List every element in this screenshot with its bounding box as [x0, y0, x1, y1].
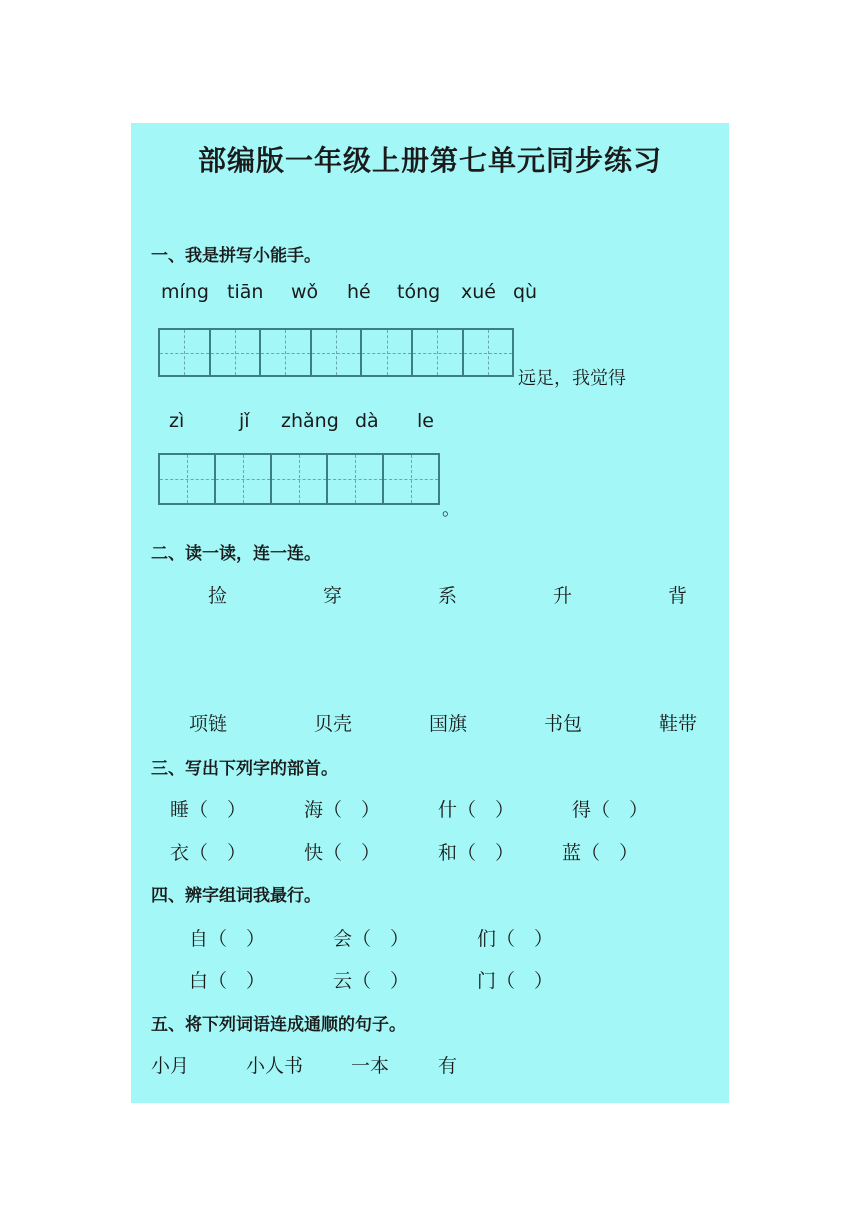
section-5-heading: 五、将下列词语连成通顺的句子。 — [151, 1015, 406, 1035]
word-item-2[interactable]: 会（ ） — [333, 928, 410, 950]
pinyin-1: míng — [161, 281, 209, 303]
grid-cell[interactable] — [272, 453, 328, 505]
pinyin-5: tóng — [397, 281, 441, 303]
radical-item-3[interactable]: 什（ ） — [438, 799, 515, 821]
grid-cell[interactable] — [211, 328, 262, 377]
section-3-heading: 三、写出下列字的部首。 — [151, 759, 338, 779]
grid-cell[interactable] — [413, 328, 464, 377]
sentence-word-1[interactable]: 小月 — [151, 1055, 190, 1077]
worksheet — [131, 123, 729, 1103]
word-item-6[interactable]: 门（ ） — [477, 970, 554, 992]
match-top-4[interactable]: 升 — [553, 585, 573, 607]
pinyin-10: zhǎng — [281, 410, 339, 432]
grid-cell[interactable] — [160, 328, 211, 377]
section-4-heading: 四、辨字组词我最行。 — [151, 886, 321, 906]
word-item-5[interactable]: 云（ ） — [333, 970, 410, 992]
pinyin-7: qù — [513, 281, 538, 303]
writing-grid-2[interactable] — [158, 453, 440, 505]
grid-cell[interactable] — [216, 453, 272, 505]
match-bottom-2[interactable]: 贝壳 — [314, 713, 353, 735]
pinyin-6: xué — [461, 281, 496, 303]
sentence-end-mark: 。 — [442, 499, 460, 520]
sentence-continuation-1: 远足，我觉得 — [518, 368, 626, 389]
radical-item-4[interactable]: 得（ ） — [572, 799, 649, 821]
page-title: 部编版一年级上册第七单元同步练习 — [197, 144, 662, 177]
match-bottom-3[interactable]: 国旗 — [429, 713, 468, 735]
grid-cell[interactable] — [384, 453, 440, 505]
match-top-5[interactable]: 背 — [668, 585, 688, 607]
pinyin-8: zì — [169, 410, 185, 432]
section-2-heading: 二、读一读，连一连。 — [151, 544, 321, 564]
match-bottom-5[interactable]: 鞋带 — [659, 713, 698, 735]
section-1-heading: 一、我是拼写小能手。 — [151, 246, 321, 266]
match-bottom-1[interactable]: 项链 — [189, 713, 228, 735]
grid-cell[interactable] — [464, 328, 515, 377]
grid-cell[interactable] — [328, 453, 384, 505]
grid-cell[interactable] — [160, 453, 216, 505]
radical-item-1[interactable]: 睡（ ） — [170, 799, 247, 821]
radical-item-2[interactable]: 海（ ） — [304, 799, 381, 821]
pinyin-3: wǒ — [291, 281, 319, 303]
writing-grid-1[interactable] — [158, 328, 514, 377]
word-item-4[interactable]: 白（ ） — [189, 970, 266, 992]
match-top-3[interactable]: 系 — [438, 585, 458, 607]
match-top-2[interactable]: 穿 — [323, 585, 343, 607]
match-bottom-4[interactable]: 书包 — [544, 713, 583, 735]
word-item-3[interactable]: 们（ ） — [477, 928, 554, 950]
grid-cell[interactable] — [312, 328, 363, 377]
sentence-word-2[interactable]: 小人书 — [246, 1055, 304, 1077]
pinyin-11: dà — [355, 410, 379, 432]
radical-item-5[interactable]: 衣（ ） — [170, 842, 247, 864]
grid-cell[interactable] — [261, 328, 312, 377]
pinyin-2: tiān — [227, 281, 264, 303]
word-item-1[interactable]: 自（ ） — [189, 928, 266, 950]
pinyin-9: jǐ — [239, 410, 250, 432]
radical-item-7[interactable]: 和（ ） — [438, 842, 515, 864]
grid-cell[interactable] — [362, 328, 413, 377]
pinyin-4: hé — [347, 281, 371, 303]
sentence-word-3[interactable]: 一本 — [351, 1055, 390, 1077]
pinyin-12: le — [417, 410, 434, 432]
radical-item-6[interactable]: 快（ ） — [304, 842, 381, 864]
sentence-word-4[interactable]: 有 — [438, 1055, 458, 1077]
radical-item-8[interactable]: 蓝（ ） — [562, 842, 639, 864]
match-top-1[interactable]: 捡 — [208, 585, 228, 607]
